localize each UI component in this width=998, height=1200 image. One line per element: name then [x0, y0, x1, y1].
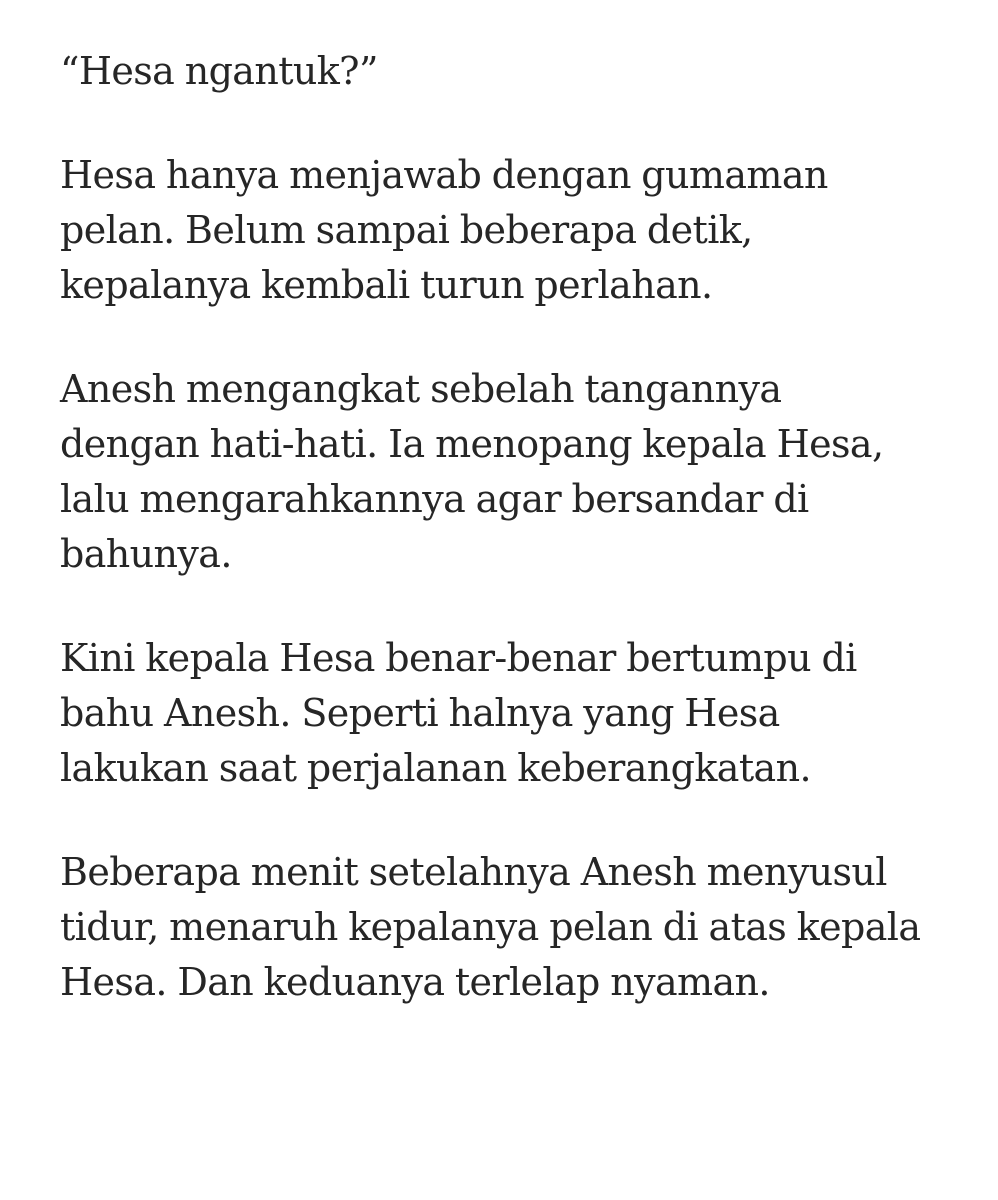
text-line: lakukan saat perjalanan keberangkatan. — [60, 746, 811, 790]
text-line: tidur, menaruh kepalanya pelan di atas kepala — [60, 905, 921, 949]
paragraph-dialogue — [60, 44, 960, 99]
text-line: bahu Anesh. Seperti halnya yang Hesa — [60, 691, 780, 735]
paragraph — [60, 631, 960, 796]
text-line: Hesa hanya menjawab dengan gumaman — [60, 153, 828, 197]
text-line: lalu mengarahkannya agar bersandar di — [60, 477, 809, 521]
paragraph — [60, 845, 960, 1010]
text-line: pelan. Belum sampai beberapa detik, — [60, 208, 753, 252]
article-body — [60, 44, 960, 1059]
text-line: Hesa. Dan keduanya terlelap nyaman. — [60, 960, 770, 1004]
text-line: “Hesa ngantuk?” — [60, 49, 378, 93]
text-line: kepalanya kembali turun perlahan. — [60, 263, 713, 307]
text-line: Beberapa menit setelahnya Anesh menyusul — [60, 850, 887, 894]
text-line: dengan hati-hati. Ia menopang kepala Hesa, — [60, 422, 884, 466]
text-line: Kini kepala Hesa benar-benar bertumpu di — [60, 636, 857, 680]
paragraph — [60, 362, 960, 582]
paragraph — [60, 148, 960, 313]
text-line: Anesh mengangkat sebelah tangannya — [60, 367, 782, 411]
text-line: bahunya. — [60, 532, 232, 576]
